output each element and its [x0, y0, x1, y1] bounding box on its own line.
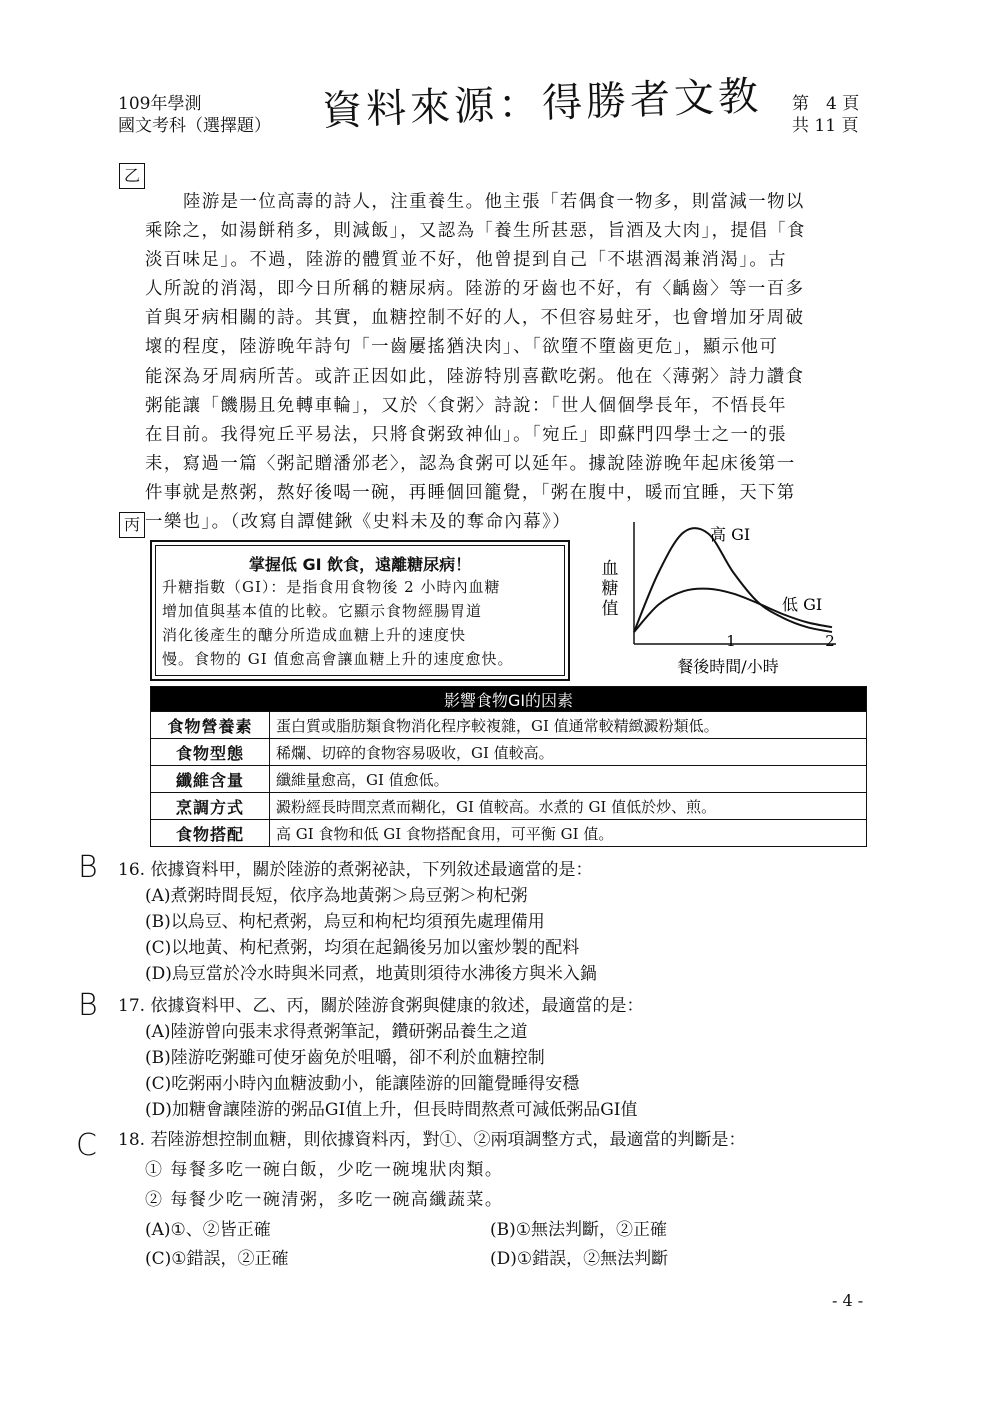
table-row	[151, 766, 867, 793]
passage-line: 在目前。我得宛丘平易法，只將食粥致神仙」。「宛丘」即蘇門四學士之一的張	[145, 424, 788, 445]
section-yi-passage	[145, 188, 867, 537]
x-tick-label: 1	[726, 632, 736, 650]
table-row	[151, 793, 867, 820]
q16-option-d[interactable]: (D)烏豆當於冷水時與米同煮，地黃則須待水沸後方與米入鍋	[145, 964, 597, 984]
q18-option-c[interactable]: (C)①錯誤，②正確	[145, 1249, 289, 1269]
passage-line: 能深為牙周病所苦。或許正因如此，陸游特別喜歡吃粥。他在〈薄粥〉詩力讚食	[145, 366, 805, 387]
handwritten-answer-18: C	[76, 1128, 97, 1163]
gi-info-box	[150, 540, 570, 681]
factor-cell: 食物營養素	[151, 712, 270, 739]
gi-factors-table	[150, 686, 867, 847]
x-tick-label: 2	[825, 632, 835, 650]
passage-line: 首與牙病相關的詩。其實，血糖控制不好的人，不但容易蛀牙，也會增加牙周破	[145, 308, 805, 329]
table-row	[151, 712, 867, 739]
table-row	[151, 739, 867, 766]
table-title: 影響食物GI的因素	[151, 687, 867, 712]
handwritten-answer-17: B	[78, 988, 98, 1023]
passage-line: 乘除之，如湯餅稍多，則減飯」，又認為「養生所甚惡，旨酒及大肉」，提倡「食	[145, 221, 806, 242]
factor-cell: 食物型態	[151, 739, 270, 766]
question-16-stem: 16. 依據資料甲，關於陸游的煮粥祕訣，下列敘述最適當的是：	[118, 860, 593, 880]
q16-option-b[interactable]: (B)以烏豆、枸杞煮粥，烏豆和枸杞均須預先處理備用	[145, 912, 545, 932]
desc-cell: 蛋白質或脂肪類食物消化程序較複雜，GI 值通常較精緻澱粉類低。	[270, 712, 867, 739]
y-axis-label	[602, 559, 619, 619]
q18-item-1: ① 每餐多吃一碗白飯，少吃一碗塊狀肉類。	[145, 1160, 504, 1180]
gi-info-line: 升糖指數（GI）：是指食用食物後 2 小時內血糖	[162, 578, 501, 596]
desc-cell: 高 GI 食物和低 GI 食物搭配食用，可平衡 GI 值。	[270, 820, 867, 847]
q18-option-d[interactable]: (D)①錯誤，②無法判斷	[490, 1249, 669, 1269]
q17-option-d[interactable]: (D)加糖會讓陸游的粥品GI值上升，但長時間熬煮可減低粥品GI值	[145, 1100, 638, 1120]
desc-cell: 纖維量愈高，GI 值愈低。	[270, 766, 867, 793]
passage-line: 人所說的消渴，即今日所稱的糖尿病。陸游的牙齒也不好，有〈齲齒〉等一百多	[145, 279, 805, 300]
handwritten-source-note: 資料來源：得勝者文教	[321, 73, 763, 135]
page-number: - 4 -	[832, 1291, 864, 1310]
total-pages-label: 共 11 頁	[792, 116, 859, 136]
desc-cell: 稀爛、切碎的食物容易吸收，GI 值較高。	[270, 739, 867, 766]
subject-label: 國文考科（選擇題）	[118, 116, 271, 136]
handwritten-answer-16: B	[78, 850, 98, 885]
question-18-stem: 18. 若陸游想控制血糖，則依據資料丙，對①、②兩項調整方式，最適當的判斷是：	[118, 1130, 746, 1150]
section-yi-label: 乙	[119, 163, 145, 189]
factor-cell: 食物搭配	[151, 820, 270, 847]
q16-option-c[interactable]: (C)以地黃、枸杞煮粥，均須在起鍋後另加以蜜炒製的配料	[145, 938, 580, 958]
passage-line: 一樂也」。（改寫自譚健鍬《史料未及的奪命內幕》）	[145, 512, 572, 533]
gi-info-text	[162, 575, 513, 671]
gi-chart	[596, 512, 860, 684]
question-17-stem: 17. 依據資料甲、乙、丙，關於陸游食粥與健康的敘述，最適當的是：	[118, 996, 644, 1016]
section-bing-label: 丙	[119, 512, 145, 538]
q18-item-2: ② 每餐少吃一碗清粥，多吃一碗高纖蔬菜。	[145, 1190, 504, 1210]
passage-line: 件事就是熬粥，熬好後喝一碗，再睡個回籠覺，「粥在腹中，暖而宜睡，天下第	[145, 482, 796, 503]
y-label-char: 值	[601, 599, 619, 619]
page-label: 第 4 頁	[792, 94, 860, 114]
q16-option-a[interactable]: (A)煮粥時間長短，依序為地黃粥＞烏豆粥＞枸杞粥	[145, 886, 528, 906]
gi-info-line: 慢。食物的 GI 值愈高會讓血糖上升的速度愈快。	[162, 650, 514, 668]
q18-option-a[interactable]: (A)①、②皆正確	[145, 1220, 271, 1240]
exam-year: 109年學測	[118, 94, 202, 114]
desc-cell: 澱粉經長時間烹煮而糊化，GI 值較高。水煮的 GI 值低於炒、煎。	[270, 793, 867, 820]
passage-line: 壞的程度，陸游晚年詩句「一齒屢搖猶決肉」、「欲墮不墮齒更危」，顯示他可	[145, 337, 779, 358]
y-label-char: 血	[601, 559, 619, 579]
passage-line: 粥能讓「饑腸且免轉車輪」，又於〈食粥〉詩說：「世人個個學長年，不悟長年	[145, 395, 788, 416]
gi-info-line: 增加值與基本值的比較。它顯示食物經腸胃道	[162, 602, 483, 620]
table-row	[151, 820, 867, 847]
factor-cell: 纖維含量	[151, 766, 270, 793]
q17-option-c[interactable]: (C)吃粥兩小時內血糖波動小，能讓陸游的回籠覺睡得安穩	[145, 1074, 580, 1094]
q18-option-b[interactable]: (B)①無法判斷，②正確	[490, 1220, 667, 1240]
passage-line: 耒，寫過一篇〈粥記贈潘邠老〉，認為食粥可以延年。據說陸游晚年起床後第一	[145, 453, 796, 474]
y-label-char: 糖	[601, 579, 619, 599]
x-axis-label: 餐後時間/小時	[677, 657, 779, 676]
gi-info-title: 掌握低 GI 飲食，遠離糖尿病！	[248, 555, 472, 574]
passage-line: 陸游是一位高壽的詩人，注重養生。他主張「若偶食一物多，則當減一物以	[183, 192, 805, 212]
gi-info-line: 消化後產生的醣分所造成血糖上升的速度快	[162, 626, 467, 644]
passage-line: 淡百味足」。不過，陸游的體質並不好，他曾提到自己「不堪酒渴兼消渴」。古	[145, 250, 788, 271]
factor-cell: 烹調方式	[151, 793, 270, 820]
q17-option-a[interactable]: (A)陸游曾向張耒求得煮粥筆記，鑽研粥品養生之道	[145, 1022, 528, 1042]
legend-low-gi: 低 GI	[782, 595, 823, 614]
legend-high-gi: 高 GI	[710, 525, 751, 544]
q17-option-b[interactable]: (B)陸游吃粥雖可使牙齒免於咀嚼，卻不利於血糖控制	[145, 1048, 545, 1068]
